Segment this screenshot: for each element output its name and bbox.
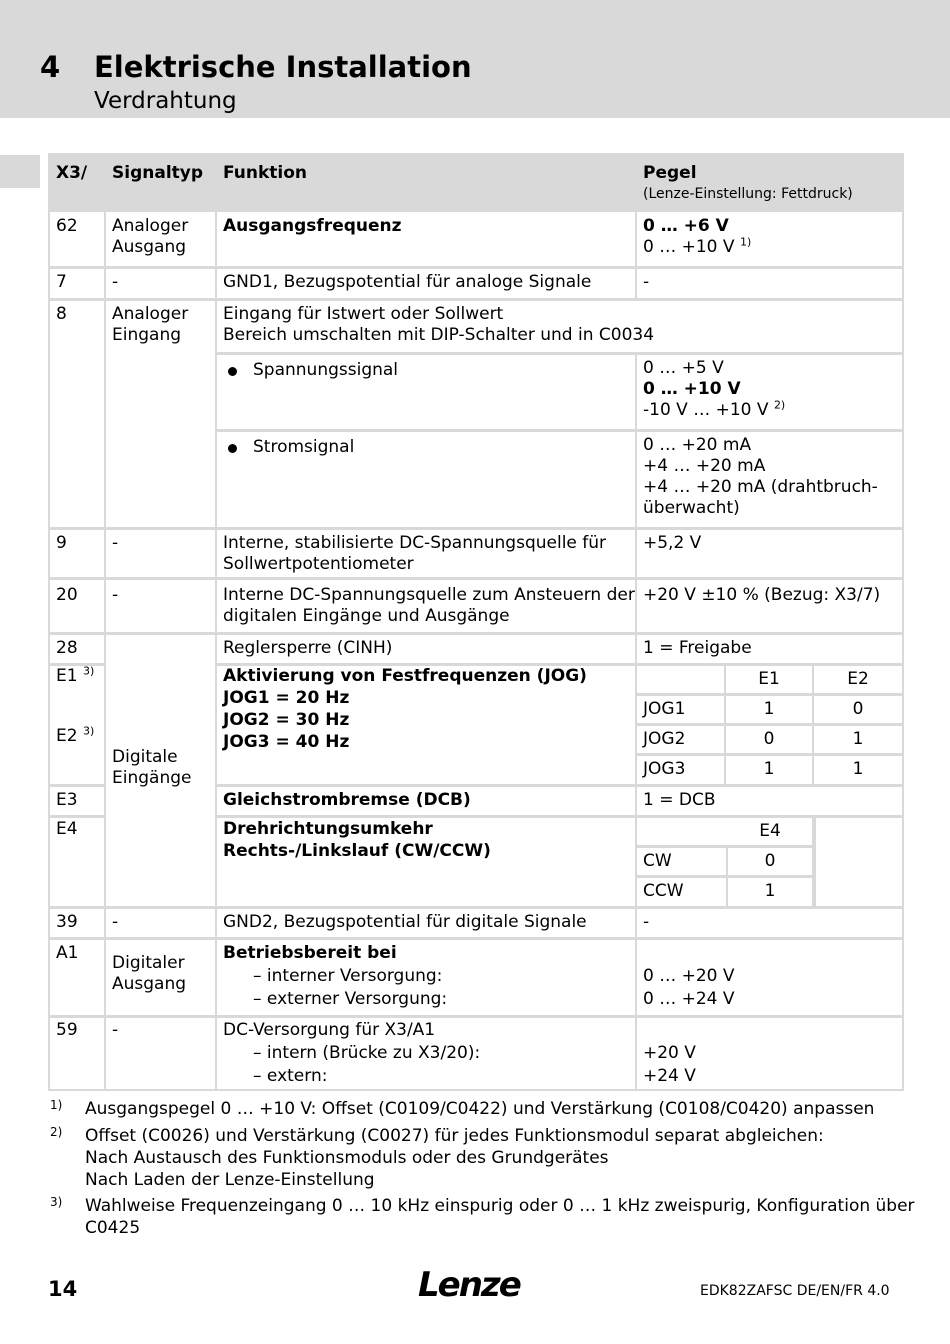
row8-signal-line2: Eingang xyxy=(112,325,182,345)
chapter-title: Elektrische Installation xyxy=(94,50,472,84)
row59-external: – extern: xyxy=(253,1066,328,1086)
row-a1-x3: A1 xyxy=(50,940,104,1015)
row9-function-line1: Interne, stabilisierte DC-Spannungsquelle für xyxy=(223,533,607,553)
row39-function: GND2, Bezugspotential für digitale Signale xyxy=(217,909,635,937)
jog-row-e2: 0 xyxy=(814,696,902,723)
dir-row-e4: 1 xyxy=(728,878,812,906)
row-a1-pegel xyxy=(637,940,902,1015)
jog2-frequency: JOG2 = 30 Hz xyxy=(223,710,350,730)
row8-current-pegel xyxy=(637,432,902,527)
row7-signal: - xyxy=(106,269,215,298)
chapter-subtitle: Verdrahtung xyxy=(94,88,237,114)
voltage-signal-label: Spannungssignal xyxy=(223,360,629,381)
row59-internal: – intern (Brücke zu X3/20): xyxy=(253,1043,481,1063)
row59-pegel xyxy=(637,1018,902,1089)
jog-row-e2: 1 xyxy=(814,726,902,753)
digital-signal-line1: Digitale xyxy=(112,747,178,767)
a1-internal-supply: – interner Versorgung: xyxy=(253,966,443,986)
row28-x3: 28 xyxy=(50,635,104,663)
row9-pegel: +5,2 V xyxy=(637,530,902,577)
a1-level-internal: 0 … +20 V xyxy=(643,966,735,986)
dir-row-name: CW xyxy=(637,848,726,875)
row59-level-external: +24 V xyxy=(643,1066,696,1086)
a1-function-title: Betriebsbereit bei xyxy=(223,943,397,963)
row20-function xyxy=(217,580,635,632)
row-a1-function xyxy=(217,940,635,1015)
header-funktion: Funktion xyxy=(217,155,635,210)
a1-level-external: 0 … +24 V xyxy=(643,989,735,1009)
row20-signal: - xyxy=(106,580,215,632)
row9-function-line2: Sollwertpotentiometer xyxy=(223,554,414,574)
header-pegel: Pegel xyxy=(643,163,697,183)
header-x3: X3/ xyxy=(50,155,104,210)
footnote-ref: 2) xyxy=(773,398,786,412)
footnote-1 xyxy=(85,1098,874,1120)
direction-reversal-sub: Rechts-/Linkslauf (CW/CCW) xyxy=(223,841,491,861)
header-signaltyp: Signaltyp xyxy=(106,155,215,210)
row39-pegel: - xyxy=(637,909,902,937)
chapter-tab-marker xyxy=(0,155,40,188)
row62-signal xyxy=(106,212,215,266)
footnote-line: Nach Laden der Lenze-Einstellung xyxy=(85,1170,375,1190)
row8-current-label xyxy=(217,432,635,527)
footnote-mark: 2) xyxy=(50,1125,63,1139)
row20-function-line1: Interne DC-Spannungsquelle zum Ansteuern der xyxy=(223,585,635,605)
dir-table-blank xyxy=(814,818,902,906)
row20-x3: 20 xyxy=(50,580,104,632)
footnote-line: Offset (C0026) und Verstärkung (C0027) für jedes Funktionsmodul separat abgleichen: xyxy=(85,1126,824,1146)
row8-voltage-pegel xyxy=(637,355,902,429)
row-e4-x3: E4 xyxy=(50,818,104,906)
row59-function xyxy=(217,1018,635,1089)
voltage-level-2: 0 … +10 V xyxy=(643,379,741,399)
e2-label: E2 xyxy=(56,726,78,746)
jog1-frequency: JOG1 = 20 Hz xyxy=(223,688,350,708)
footnote-2 xyxy=(85,1125,824,1191)
footnote-mark: 1) xyxy=(50,1098,63,1112)
dir-table-divider xyxy=(814,818,816,906)
voltage-level-3: -10 V … +10 V xyxy=(643,400,769,420)
current-level-2: +4 … +20 mA xyxy=(643,456,766,476)
row59-x3: 59 xyxy=(50,1018,104,1089)
row39-x3: 39 xyxy=(50,909,104,937)
row8-voltage-label xyxy=(217,355,635,429)
header-pegel-cell xyxy=(637,155,900,210)
dir-table-header-e4: E4 xyxy=(728,818,812,845)
row59-function-title: DC-Versorgung für X3/A1 xyxy=(223,1020,436,1040)
e1-label: E1 xyxy=(56,666,78,686)
row9-function xyxy=(217,530,635,577)
current-signal-label: Stromsignal xyxy=(223,437,629,458)
row-a1-signal xyxy=(106,940,215,1015)
footnote-line: C0425 xyxy=(85,1218,141,1238)
jog-table-corner xyxy=(637,666,724,693)
row7-function: GND1, Bezugspotential für analoge Signale xyxy=(217,269,635,298)
row62-function: Ausgangsfrequenz xyxy=(217,212,635,266)
row59-signal: - xyxy=(106,1018,215,1089)
current-level-1: 0 … +20 mA xyxy=(643,435,752,455)
digital-inputs-signal xyxy=(106,635,215,906)
row8-function xyxy=(217,301,902,352)
jog-row-e2: 1 xyxy=(814,756,902,784)
row8-function-line2: Bereich umschalten mit DIP-Schalter und in C0034 xyxy=(223,325,655,345)
jog-activation-title: Aktivierung von Festfrequenzen (JOG) xyxy=(223,666,587,686)
voltage-level-1: 0 … +5 V xyxy=(643,358,724,378)
row62-pegel-line2: 0 … +10 V xyxy=(643,237,735,257)
row-e1-e2-x3 xyxy=(50,666,104,784)
digital-signal-line2: Eingänge xyxy=(112,768,192,788)
row9-signal: - xyxy=(106,530,215,577)
row-e3-function: Gleichstrombremse (DCB) xyxy=(217,787,635,815)
jog-row-name: JOG1 xyxy=(637,696,724,723)
footnote-line: Ausgangspegel 0 … +10 V: Offset (C0109/C0422) und Verstärkung (C0108/C0420) anpassen xyxy=(85,1099,875,1119)
a1-signal-line1: Digitaler xyxy=(112,953,185,973)
direction-reversal-title: Drehrichtungsumkehr xyxy=(223,819,433,839)
row8-signal xyxy=(106,301,215,527)
row7-x3: 7 xyxy=(50,269,104,298)
lenze-logo: Lenze xyxy=(418,1265,520,1305)
a1-signal-line2: Ausgang xyxy=(112,974,187,994)
row-e1-function xyxy=(217,666,635,784)
a1-external-supply: – externer Versorgung: xyxy=(253,989,448,1009)
footnote-line: Wahlweise Frequenzeingang 0 … 10 kHz einspurig oder 0 … 1 kHz zweispurig, Konfiguration über xyxy=(85,1196,915,1216)
current-level-3-cont: überwacht) xyxy=(643,498,740,518)
row-e4-function xyxy=(217,818,635,906)
row28-pegel: 1 = Freigabe xyxy=(637,635,902,663)
row8-x3: 8 xyxy=(50,301,104,527)
footnote-mark: 3) xyxy=(50,1195,63,1209)
row39-signal: - xyxy=(106,909,215,937)
header-pegel-note: (Lenze-Einstellung: Fettdruck) xyxy=(643,186,853,202)
row62-pegel-line1: 0 … +6 V xyxy=(643,216,729,236)
row8-function-line1: Eingang für Istwert oder Sollwert xyxy=(223,304,504,324)
footnote-ref: 3) xyxy=(82,724,95,738)
footnote-line: Nach Austausch des Funktionsmoduls oder des Grundgerätes xyxy=(85,1148,609,1168)
jog-table-header-e1: E1 xyxy=(726,666,812,693)
row62-signal-line2: Ausgang xyxy=(112,237,187,257)
jog-row-e1: 1 xyxy=(726,756,812,784)
current-level-3: +4 … +20 mA (drahtbruch- xyxy=(643,477,878,497)
document-id: EDK82ZAFSC DE/EN/FR 4.0 xyxy=(700,1283,890,1299)
row62-pegel xyxy=(637,212,902,266)
jog-row-name: JOG3 xyxy=(637,756,724,784)
footnote-ref: 3) xyxy=(82,664,95,678)
page-number: 14 xyxy=(48,1277,78,1301)
row-e3-x3: E3 xyxy=(50,787,104,815)
dir-row-name: CCW xyxy=(637,878,726,906)
row59-level-internal: +20 V xyxy=(643,1043,696,1063)
jog-row-e1: 0 xyxy=(726,726,812,753)
row62-signal-line1: Analoger xyxy=(112,216,189,236)
row20-pegel: +20 V ±10 % (Bezug: X3/7) xyxy=(637,580,902,632)
footnote-ref: 1) xyxy=(739,235,752,249)
row8-signal-line1: Analoger xyxy=(112,304,189,324)
row28-function: Reglersperre (CINH) xyxy=(217,635,635,663)
row9-x3: 9 xyxy=(50,530,104,577)
dir-row-e4: 0 xyxy=(728,848,812,875)
jog3-frequency: JOG3 = 40 Hz xyxy=(223,732,350,752)
jog-table-header-e2: E2 xyxy=(814,666,902,693)
chapter-number: 4 xyxy=(40,50,61,84)
footnote-3 xyxy=(85,1195,915,1239)
row-e3-pegel: 1 = DCB xyxy=(637,787,902,815)
jog-row-name: JOG2 xyxy=(637,726,724,753)
jog-row-e1: 1 xyxy=(726,696,812,723)
row20-function-line2: digitalen Eingänge und Ausgänge xyxy=(223,606,510,626)
row62-x3: 62 xyxy=(50,212,104,266)
row7-pegel: - xyxy=(637,269,902,298)
